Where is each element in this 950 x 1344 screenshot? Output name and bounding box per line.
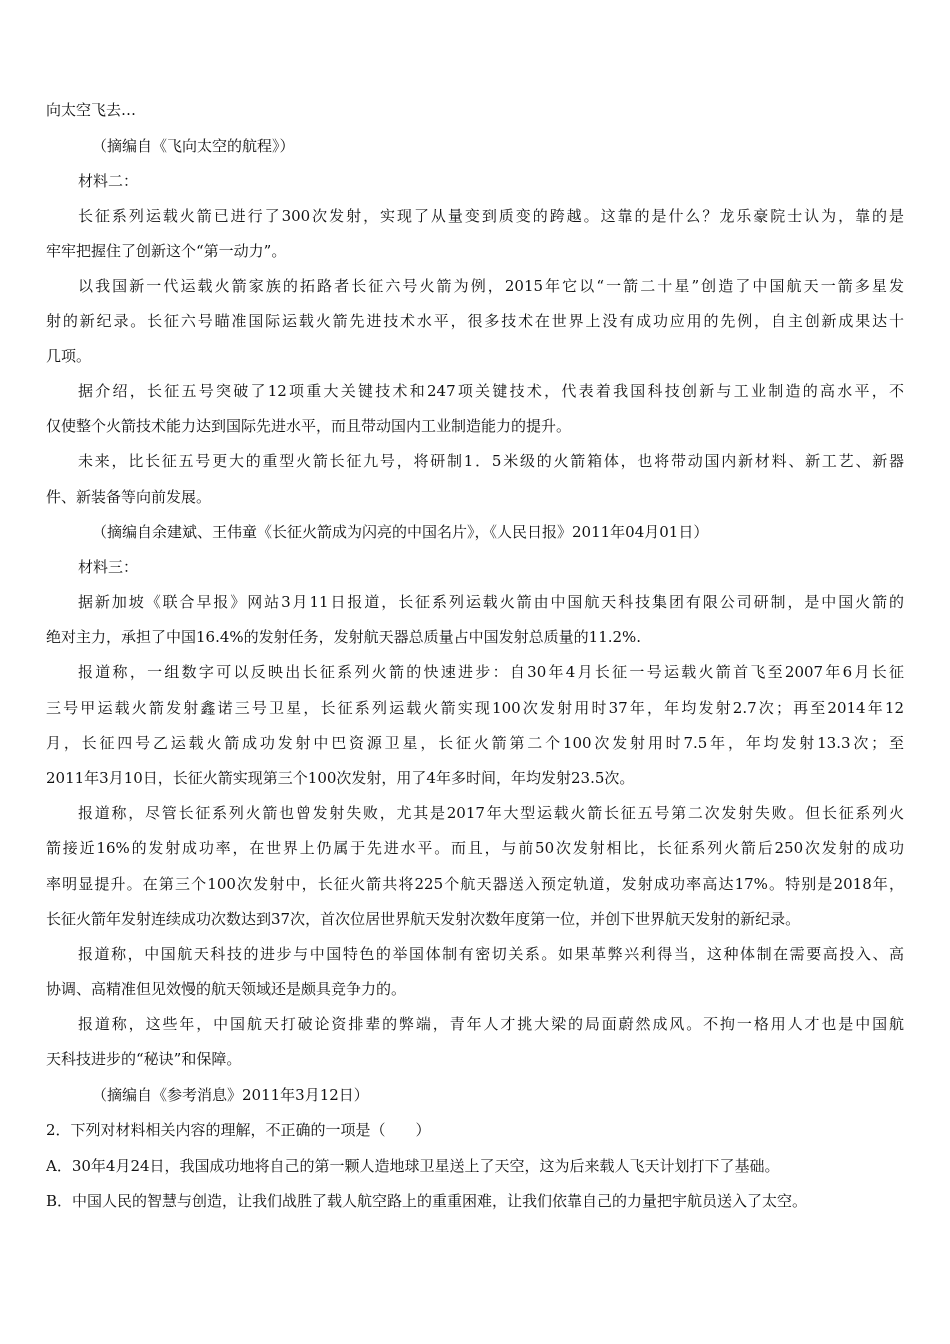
question-stem: 2．下列对材料相关内容的理解，不正确的一项是（ ） bbox=[46, 1121, 431, 1139]
text-line: 据介绍，长征五号突破了12项重大关键技术和247项关键技术，代表着我国科技创新与工业制造的高水平，不 bbox=[78, 382, 904, 400]
text-line: 协调、高精准但见效慢的航天领域还是颇具竞争力的。 bbox=[46, 980, 407, 998]
source-citation: （摘编自余建斌、王伟童《长征火箭成为闪亮的中国名片》，《人民日报》2011年04月01日） bbox=[92, 523, 709, 541]
text-line: 向太空飞去… bbox=[46, 101, 137, 119]
option-a: A．30年4月24日，我国成功地将自己的第一颗人造地球卫星送上了天空，这为后来载人飞天计划打下了基础。 bbox=[46, 1157, 780, 1175]
text-line: 月，长征四号乙运载火箭成功发射中巴资源卫星，长征火箭第二个100次发射用时7.5年，年均发射13.3次；至 bbox=[46, 734, 904, 752]
text-line: 天科技进步的“秘诀”和保障。 bbox=[46, 1050, 242, 1068]
text-line: 据新加坡《联合早报》网站3月11日报道，长征系列运载火箭由中国航天科技集团有限公司研制，是中国火箭的 bbox=[78, 593, 904, 611]
text-line: 未来，比长征五号更大的重型火箭长征九号，将研制1．5米级的火箭箱体，也将带动国内新材料、新工艺、新器 bbox=[78, 452, 904, 470]
text-line: 长征系列运载火箭已进行了300次发射，实现了从量变到质变的跨越。这靠的是什么？龙乐豪院士认为，靠的是 bbox=[78, 207, 904, 225]
text-line: 几项。 bbox=[46, 347, 92, 365]
section-heading: 材料二： bbox=[78, 172, 139, 190]
text-line: 率明显提升。在第三个100次发射中，长征火箭共将225个航天器送入预定轨道，发射成功率高达17%。特别是2018年， bbox=[46, 875, 904, 893]
text-line: 射的新纪录。长征六号瞄准国际运载火箭先进技术水平，很多技术在世界上没有成功应用的先例，自主创新成果达十 bbox=[46, 312, 904, 330]
source-citation: （摘编自《飞向太空的航程》） bbox=[92, 137, 295, 155]
text-line: 报道称，一组数字可以反映出长征系列火箭的快速进步：自30年4月长征一号运载火箭首飞至2007年6月长征 bbox=[78, 663, 904, 681]
text-line: 三号甲运载火箭发射鑫诺三号卫星，长征系列运载火箭实现100次发射用时37年，年均发射2.7次；再至2014年12 bbox=[46, 699, 904, 717]
text-line: 以我国新一代运载火箭家族的拓路者长征六号火箭为例，2015年它以“一箭二十星”创造了中国航天一箭多星发 bbox=[78, 277, 904, 295]
text-line: 箭接近16%的发射成功率，在世界上仍属于先进水平。而且，与前50次发射相比，长征系列火箭后250次发射的成功 bbox=[46, 839, 904, 857]
text-line: 报道称，中国航天科技的进步与中国特色的举国体制有密切关系。如果革弊兴利得当，这种体制在需要高投入、高 bbox=[78, 945, 904, 963]
text-line: 件、新装备等向前发展。 bbox=[46, 488, 212, 506]
text-line: 长征火箭年发射连续成功次数达到37次，首次位居世界航天发射次数年度第一位，并创下世界航天发射的新纪录。 bbox=[46, 910, 801, 928]
text-line: 2011年3月10日，长征火箭实现第三个100次发射，用了4年多时间，年均发射23.5次。 bbox=[46, 769, 635, 787]
text-line: 绝对主力，承担了中国16.4%的发射任务，发射航天器总质量占中国发射总质量的11.2%. bbox=[46, 628, 642, 646]
text-line: 报道称，这些年，中国航天打破论资排辈的弊端，青年人才挑大梁的局面蔚然成风。不拘一格用人才也是中国航 bbox=[78, 1015, 904, 1033]
text-line: 报道称，尽管长征系列火箭也曾发射失败，尤其是2017年大型运载火箭长征五号第二次发射失败。但长征系列火 bbox=[78, 804, 904, 822]
section-heading: 材料三： bbox=[78, 558, 139, 576]
text-line: 牢牢把握住了创新这个“第一动力”。 bbox=[46, 242, 287, 260]
option-b: B．中国人民的智慧与创造，让我们战胜了载人航空路上的重重困难，让我们依靠自己的力量把宇航员送入了太空。 bbox=[46, 1192, 808, 1210]
text-line: 仅使整个火箭技术能力达到国际先进水平，而且带动国内工业制造能力的提升。 bbox=[46, 417, 572, 435]
source-citation: （摘编自《参考消息》2011年3月12日） bbox=[92, 1086, 369, 1104]
